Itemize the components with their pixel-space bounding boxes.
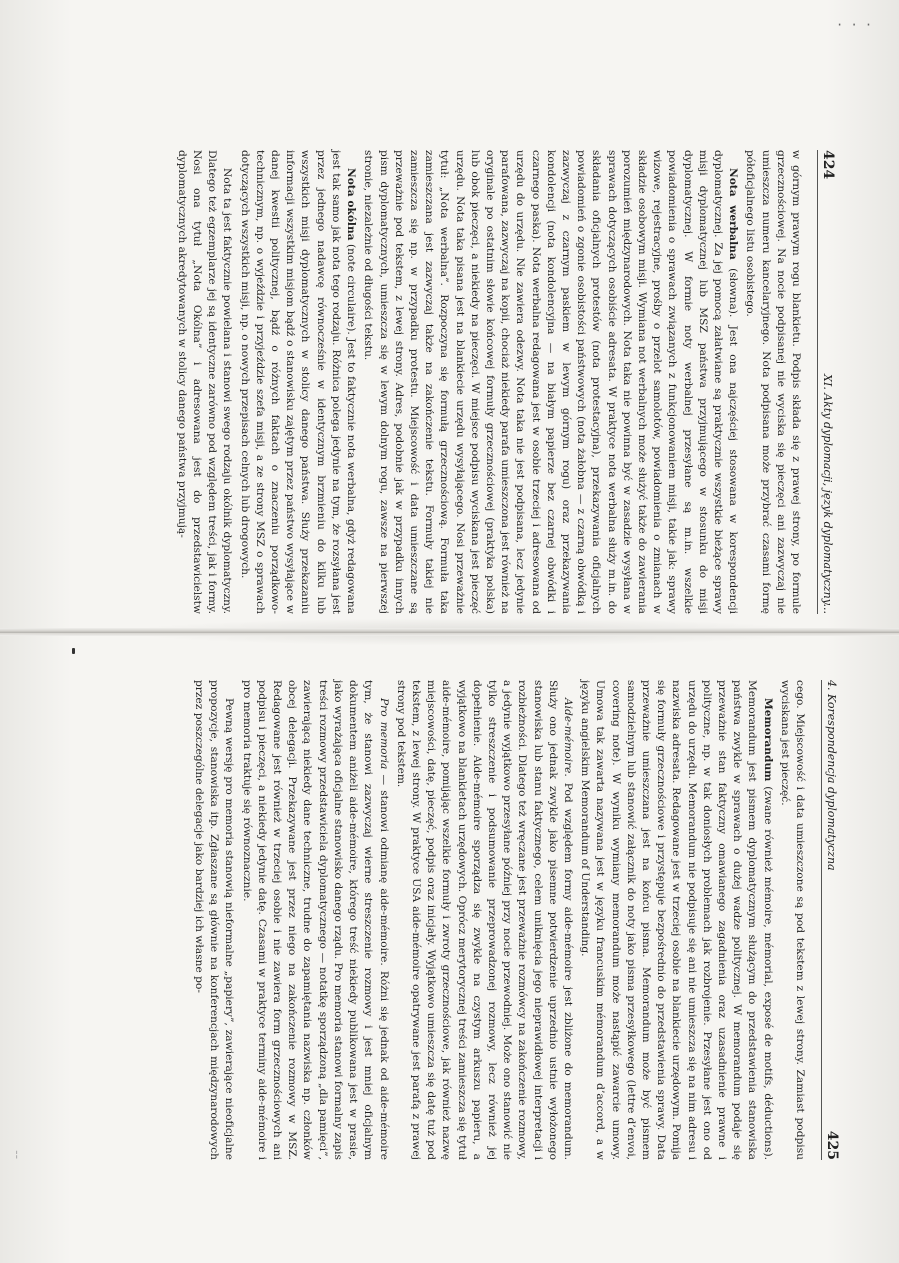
page-424 [124, 150, 836, 614]
term-heading: Pro memoria [377, 698, 390, 770]
paragraph-text: (słowna). Jest ona najczęściej stosowana w korespondencji dyplomatycznej. Za jej pomocą załatwiane są praktycznie wszystkie bieżące sprawy misji dyplomatycznej lub MSZ państwa przyjmującego w stosunku do misji dyplomatycznej. W formie noty werbalnej przesyłane są m.in. wszelkie powiadomienia o sprawach związanych z funkcjonowaniem misji, takie jak: sprawy wizowe, rejestracyjne, prośby o przelot samolotów, powiadomienia o zmianach w składzie osobowym misji. Wymiana not werbalnych może służyć także do zawierania porozumień międzynarodowych. Nota taka nie powinna być w zasadzie wysyłana w sprawach dotyczących osobiście adresata. W praktyce nota werbalna służy m.in. do składania oficjalnych protestów (nota protestacyjna), przekazywania oficjalnych powiadomień o zgonie osobistości państwowych (nota żałobna — z czarną obwódką i zazwyczaj z czarnym paskiem w lewym górnym rogu) oraz przekazywania kondolencji (nota kondolencyjna — na białym papierze bez czarnej obwódki i czarnego paska). Nota werbalna redagowana jest w osobie trzeciej i adresowana od urzędu do urzędu. Nie zawiera odezwy. Nota taka nie jest podpisana, lecz jedynie parafowana, zazwyczaj na kopii, chociaż niekiedy parafa umieszczona jest również na oryginale po ostatnim słowie końcowej formuły grzecznościowej (praktyka polska) lub obok pieczęci, a niekiedy na pieczęci. W miejsce podpisu wyciskana jest pieczęć urzędu. Nota taka pisana jest na blankiecie urzędu wysyłającego. Nosi przeważnie tytuł: „Nota werbalna”. Rozpoczyna się formułą grzecznościową. Formuła taka zamieszczana jest zazwyczaj także na zakończenie tekstu. Formuły takiej nie zamieszcza się np. w przypadku protestu. Miejscowość i data umieszczane są przeważnie pod tekstem, z lewej strony. Adres, podobnie jak w przypadku innych pism dyplomatycznych, umieszcza się w lewym dolnym rogu, zawsze na pierwszej stronie, niezależnie od długości tekstu. [362, 150, 740, 614]
running-head-title: 4. Korespondencja dyplomatyczna [825, 680, 838, 871]
scan-edge-mark: ¦ [14, 1150, 20, 1160]
page-number: 424 [820, 150, 836, 180]
term-heading: Nota okólna [345, 168, 358, 241]
paragraph-text: (zwane również mémoire, mémorial, exposé de motifs, déductions). Memorandum jest pismem dyplomatycznym służącym do przedstawienia stanowiska państwa zwykle w sprawach o dużej wadze politycznej. W memorandum podaje się przeważnie stan faktyczny omawianego zagadnienia oraz uzasadnienie prawne i polityczne, np. w tak doniosłych problemach jak rozbrojenie. Przesyłane jest ono od urzędu do urzędu. Memorandum nie podpisuje się ani nie umieszcza się na nim adresu i nazwiska adresata. Redagowane jest w trzeciej osobie na blankiecie urzędowym. Pomija się formuły grzecznościowe i przystępuje bezpośrednio do przedstawienia sprawy. Data przeważnie umieszczana jest na końcu pisma. Memorandum może być pismem samodzielnym lub stanowić załącznik do noty jako pisma przesyłkowego (lettre d’envoi, covering note). W wyniku wymiany memorandum może nastąpić zawarcie umowy. Umowa tak zawarta nazywana jest w języku francuskim mémorandum d’accord, a w języku angielskim Memorandum of Understanding. [579, 680, 774, 1160]
paragraph-text: — stanowi odmianę aide-mémoire. Różni się jednak od aide-mémoire tym, że stanowi zazwyczaj wierne streszczenie rozmowy i jest mniej oficjalnym dokumentem aniżeli aide-mémoire, którego treść niekiedy publikowana jest w prasie, jako wyrażająca oficjalne stanowisko danego rządu. Pro memoria stanowi formalny zapis treści rozmowy przedstawiciela dyplomatycznego — notatkę sporządzoną „dla pamięci”, zawierającą niekiedy dane techniczne, trudne do zapamiętania nazwiska np. członków obcej delegacji. Przekazywane jest przez niego na zakończenie rozmowy w MSZ. Redagowane jest również w trzeciej osobie i nie zawiera form grzecznościowych ani podpisu i pieczęci, a niekiedy jedynie datę. Czasami w praktyce terminy aide-mémoire i pro memoria traktuje się równoznacznie. [240, 680, 390, 1161]
page-number: 425 [824, 1130, 840, 1160]
running-head [821, 680, 840, 1160]
term-heading: Aide-mémoire [561, 698, 574, 774]
paragraph [777, 680, 807, 1160]
scan-edge-mark: · · · [836, 18, 873, 32]
paragraph [238, 680, 390, 1160]
term-heading: Memorandum [761, 698, 774, 782]
book-gutter [0, 628, 899, 636]
paragraph [236, 150, 358, 614]
paragraph [742, 150, 803, 614]
paragraph-text: w górnym prawym rogu blankietu. Podpis składa się z prawej strony, po formule grzecznościowej. Na nocie podpisanej nie wyciska się pieczęci ani zazwyczaj nie umieszcza numeru kancelaryjnego. Nota podpisana może przybrać czasami formę półoficjalnego listu osobistego. [744, 150, 802, 614]
paragraph-text: cego. Miejscowość i data umieszczone są pod tekstem z lewej strony. Zamiast podpisu wyciskana jest pieczęć. [778, 680, 806, 1160]
page-body [191, 680, 807, 1160]
paragraph-text: Pewną wersję pro memoria stanowią nieformalne „papiery”, zawierające nieoficjalne propozycje, stanowiska itp. Zgłaszane są głównie na konferencjach międzynarodowych przez poszczególne delegacje jako bardziej ich własne po- [193, 680, 236, 1160]
paragraph [191, 680, 237, 1160]
paragraph [174, 150, 235, 614]
paragraph [360, 150, 740, 614]
running-head [817, 150, 836, 614]
page-425 [110, 680, 840, 1160]
ink-mark [72, 648, 75, 654]
term-heading: Nota werbalna [727, 168, 740, 260]
page-body [174, 150, 803, 614]
paragraph [393, 680, 575, 1160]
paragraph [577, 680, 775, 1160]
running-head-title: XI. Akty dyplomacji, język dyplomatyczny... [821, 374, 834, 614]
paragraph-text: . Pod względem formy aide-mémoire jest zbliżone do memorandum. Służy ono jednak zwykle jako pisemne potwierdzenie uprzednio ustnie wyłożonego stanowiska lub stanu faktycznego, celem uniknięcia jego nieprawidłowej interpretacji i rozbieżności. Dlatego też wręczane jest przeważnie rozmówcy na zakończenie rozmowy, a jedynie wyjątkowo przesyłane później przy nocie przewodniej. Może ono stanowić nie tylko streszczenie i podsumowanie przeprowadzonej rozmowy, lecz również jej dopełnienie. Aide-mémoire sporządza się zwykle na czystym arkuszu papieru, a wyjątkowo na blankietach urzędowych. Oprócz merytorycznej treści zamieszcza się tytuł aide-mémoire, pomijając wszelkie formuły i zwroty grzecznościowe, jak również nazwę miejscowości, datę, pieczęć, podpis oraz inicjały. Wyjątkowo umieszcza się datę tuż pod tekstem, z lewej strony. W praktyce USA aide-mémoire opatrywane jest parafą z prawej strony pod tekstem. [394, 680, 574, 1160]
paragraph-text: Nota ta jest faktycznie powielana i stanowi swego rodzaju okólnik dyplomatyczny. Dlatego też egzemplarze jej są identyczne zarówno pod względem treści, jak i formy. Nosi ona tytuł „Nota Okólna” i adresowana jest do przedstawicielstw dyplomatycznych akredytowanych w stolicy danego państwa przyjmują- [175, 150, 234, 614]
paragraph-text: (note circulaire). Jest to faktycznie nota werbalna, gdyż redagowana jest tak samo jak nota tego rodzaju. Różnica polega jedynie na tym, że rozsyłana jest przez jednego nadawcę równocześnie w identycznym brzmieniu do kilku lub wszystkich misji dyplomatycznych w stolicy danego państwa. Służy przekazaniu informacji wszystkim misjom bądź o stanowisku zajętym przez państwo wysyłające w danej kwestii politycznej, bądź o różnych faktach o znaczeniu porządkowo-technicznym, np. o wyjeździe i przyjeździe szefa misji, a ze strony MSZ o sprawach dotyczących wszystkich misji, np. o nowych przepisach celnych lub drogowych. [238, 150, 358, 614]
